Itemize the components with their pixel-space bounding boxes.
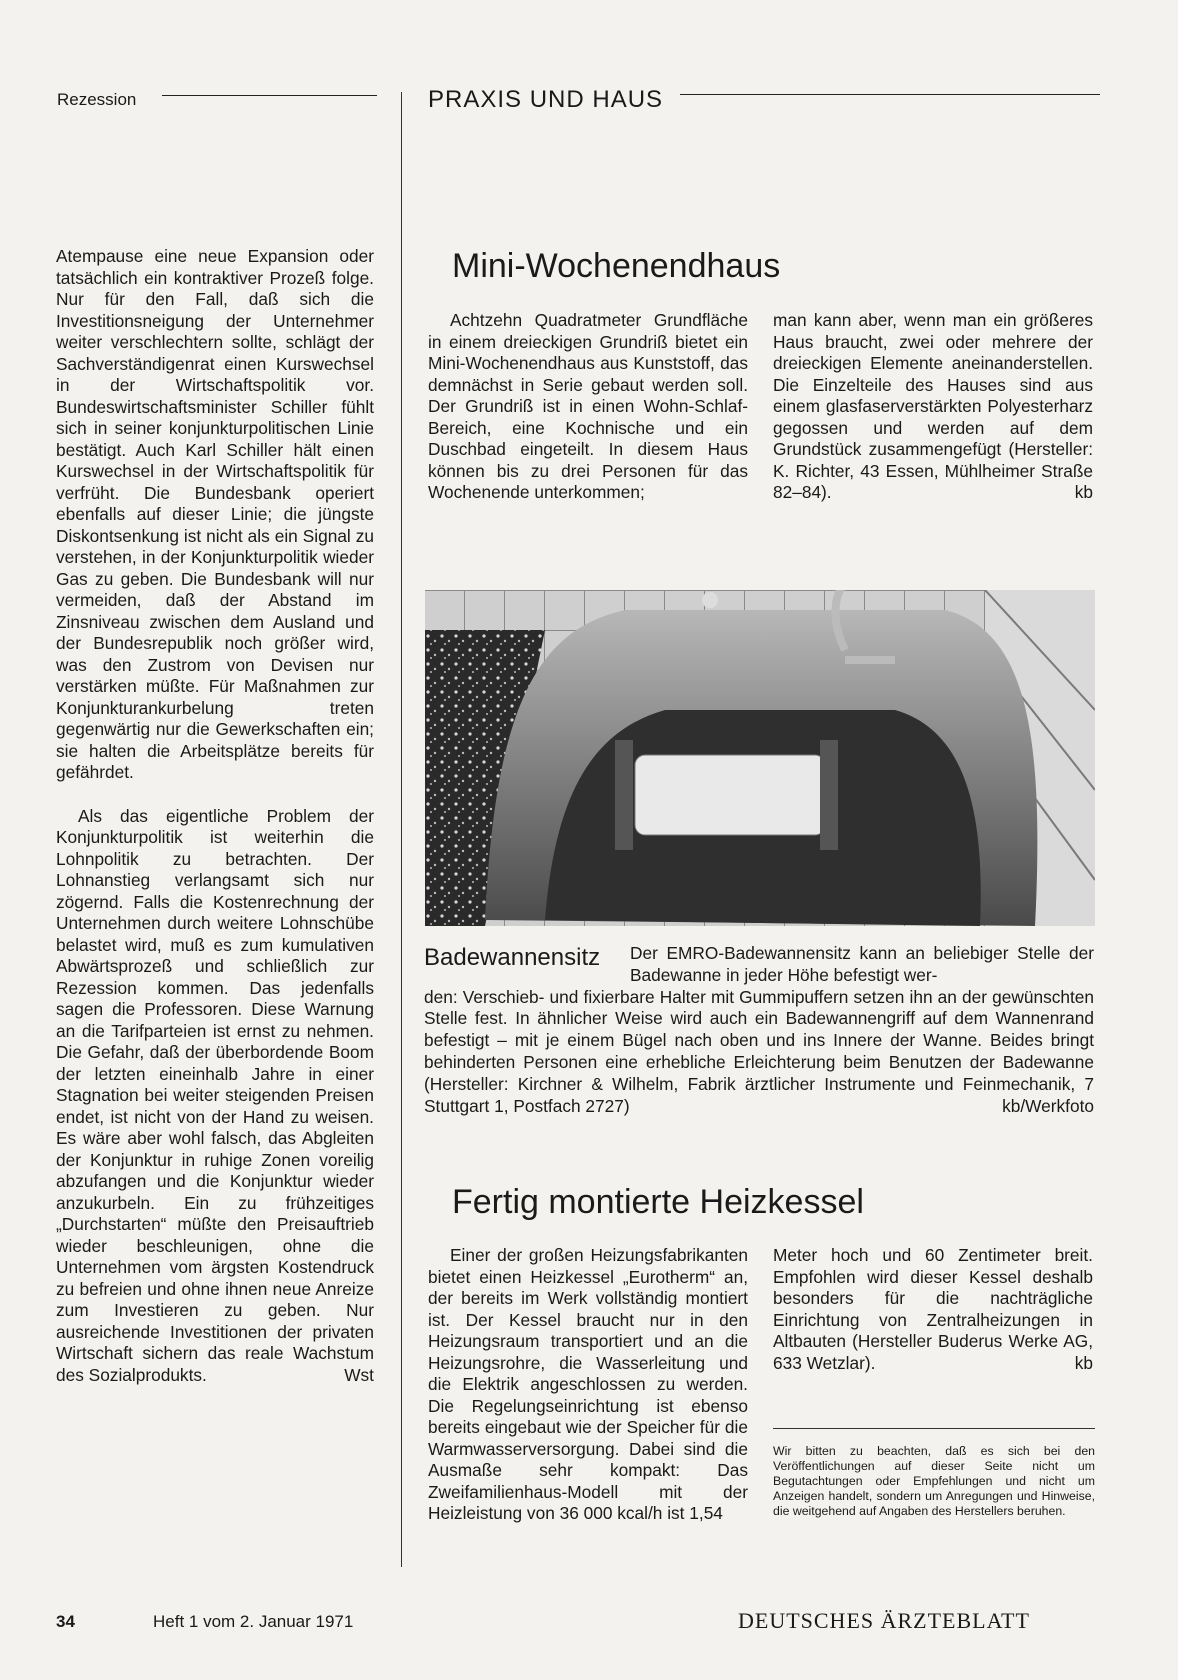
article2-column-a: Einer der großen Heizungsfabrikanten bietet einen Heizkessel „Eurotherm“ an, der bereits im Werk vollständig montiert ist. Der Kessel braucht nur in den Heizungsraum transportiert und an die Heizungsrohre, die Wasserleitung und die Elektrik angeschlossen zu werden. Die Regelungseinrichtung ist ebenso bereits eingebaut wie der Speicher für die Warmwasserversorgung. Dabei sind die Ausmaße sehr kompakt: Das Zweifamilienhaus-Modell mit der Heizleistung von 36 000 kcal/h ist 1,54 <box>428 1245 748 1523</box>
note-rule <box>773 1428 1095 1429</box>
section-label-left: Rezession <box>57 90 137 109</box>
article-title-mini-wochenendhaus: Mini-Wochenendhaus <box>452 247 781 285</box>
left-paragraph-1: Atempause eine neue Expansion oder tatsächlich ein kontraktiver Prozeß folge. Nur für den Fall, daß sich die Investitionsneigung der Unternehmer weiter verschlechtern sollte, schlägt der Sachverständigenrat einen Kurswechsel in der Wirtschaftspolitik vor. Bundeswirtschaftsminister Schiller fühlt sich in seiner konjunkturpolitischen Linie bestätigt. Auch Karl Schiller hält einen Kurswechsel in der Wirtschaftspolitik für verfrüht. Die Bundesbank operiert ebenfalls auf dieser Linie; die jüngste Diskontsenkung ist nicht als ein Signal zu verstehen, in der Konjunkturpolitik wieder Gas zu geben. Die Bundesbank will nur vermeiden, daß der Abstand im Zinsniveau zwischen dem Ausland und der Bundesrepublik noch größer wird, was den Zustrom von Devisen nur verstärken müßte. Für Maßnahmen zur Konjunkturankurbelung treten gegenwärtig nur die Gewerkschaften ein; sie halten die Arbeitsplätze bereits für gefährdet. <box>56 246 374 782</box>
article1-signature: kb <box>1074 482 1093 502</box>
left-paragraph-2 <box>56 806 374 1387</box>
caption-text-rest: den: Verschieb- und fixierbare Halter mit Gummipuffern setzen ihn an der gewünschten Stelle fest. In ähnlicher Weise wird auch ein Badewannengriff auf dem Wannenrand befestigt – mit je einem Bügel nach oben und ins Innere der Wanne. Beides bringt behinderten Personen eine erhebliche Erleichterung beim Benutzen der Badewanne (Hersteller: Kirchner & Wilhelm, Fabrik ärztlicher Instrumente und Feinmechanik, 7 Stuttgart 1, Postfach 2727) <box>424 986 1094 1116</box>
bathtub-seat-photo <box>425 590 1095 926</box>
article-title-heizkessel: Fertig montierte Heizkessel <box>452 1183 864 1221</box>
page-number: 34 <box>56 1612 75 1631</box>
article2-column-b-text: Meter hoch und 60 Zentimeter breit. Empfohlen wird dieser Kessel deshalb besonders für die nachträgliche Einrichtung von Zentralheizungen in Altbauten (Hersteller Buderus Werke AG, 633 Wetzlar). <box>773 1245 1093 1373</box>
article1-column-a: Achtzehn Quadratmeter Grundfläche in einem dreieckigen Grundriß bietet ein Mini-Wochenendhaus aus Kunststoff, das demnächst in Serie gebaut werden soll. Der Grundriß ist in einen Wohn-Schlaf-Bereich, eine Kochnische und ein Duschbad eingeteilt. In diesem Haus können bis zu drei Personen für das Wochenende unterkommen; <box>428 310 748 502</box>
photo-caption <box>424 943 1094 1117</box>
magazine-name: DEUTSCHES ÄRZTEBLATT <box>738 1608 1030 1633</box>
column-divider <box>401 92 402 1567</box>
section-label-right: PRAXIS UND HAUS <box>428 86 664 113</box>
header-rule-left <box>162 95 377 96</box>
issue-info: Heft 1 vom 2. Januar 1971 <box>153 1612 354 1631</box>
caption-text-first: Der EMRO-Badewannensitz kann an beliebiger Stelle der Badewanne in jeder Höhe befestigt wer- <box>630 943 1094 985</box>
article2-signature: kb <box>1074 1352 1093 1373</box>
header-rule-right <box>680 94 1100 95</box>
caption-heading-badewannensitz: Badewannensitz <box>424 944 601 971</box>
left-signature: Wst <box>344 1364 374 1385</box>
left-column-article <box>56 246 374 1386</box>
article1-column-b-text: man kann aber, wenn man ein größeres Haus braucht, zwei oder mehrere der dreieckigen Elemente aneinanderstellen. Die Einzelteile des Hauses sind aus einem glasfaserverstärkten Polyesterharz gegossen und werden auf dem Grundstück zusammengefügt (Hersteller: K. Richter, 43 Essen, Mühlheimer Straße 82–84). <box>773 310 1093 502</box>
disclaimer-note: Wir bitten zu beachten, daß es sich bei den Veröffentlichungen auf dieser Seite nicht um Begutachtungen oder Empfehlungen und nicht um Anzeigen handelt, sondern um Anregungen und Hinweise, die weitgehend auf Angaben des Herstellers beruhen. <box>773 1444 1095 1518</box>
article1-column-b <box>773 310 1093 504</box>
left-paragraph-2-text: Als das eigentliche Problem der Konjunkturpolitik ist weiterhin die Lohnpolitik zu betrachten. Der Lohnanstieg verlangsamt sich nur zögernd. Falls die Kostenrechnung der Unternehmen durch weitere Lohnschübe belastet wird, muß es zum kumulativen Abwärtsprozeß und schließlich zur Rezession kommen. Das jedenfalls sagen die Professoren. Diese Warnung an die Tarifparteien ist ernst zu nehmen. Die Gefahr, daß der überbordende Boom der letzten eineinhalb Jahre in einer Stagnation bei weiter steigenden Preisen endet, ist nicht von der Hand zu weisen. Es wäre aber wohl falsch, das Abgleiten der Konjunktur in ruhige Zonen voreilig abzufangen und die Konjunktur wieder anzukurbeln. Ein zu frühzeitiges „Durchstarten“ müßte den Preisauftrieb wieder beschleunigen, ohne die Unternehmen vom ärgsten Kostendruck zu befreien und ohne ihnen neue Anreize zum Investieren zu geben. Nur ausreichende Investitionen der privaten Wirtschaft sichern das reale Wachstum des Sozialprodukts. <box>56 805 374 1385</box>
article2-column-b <box>773 1245 1093 1374</box>
caption-credit: kb/Werkfoto <box>1002 1095 1094 1116</box>
